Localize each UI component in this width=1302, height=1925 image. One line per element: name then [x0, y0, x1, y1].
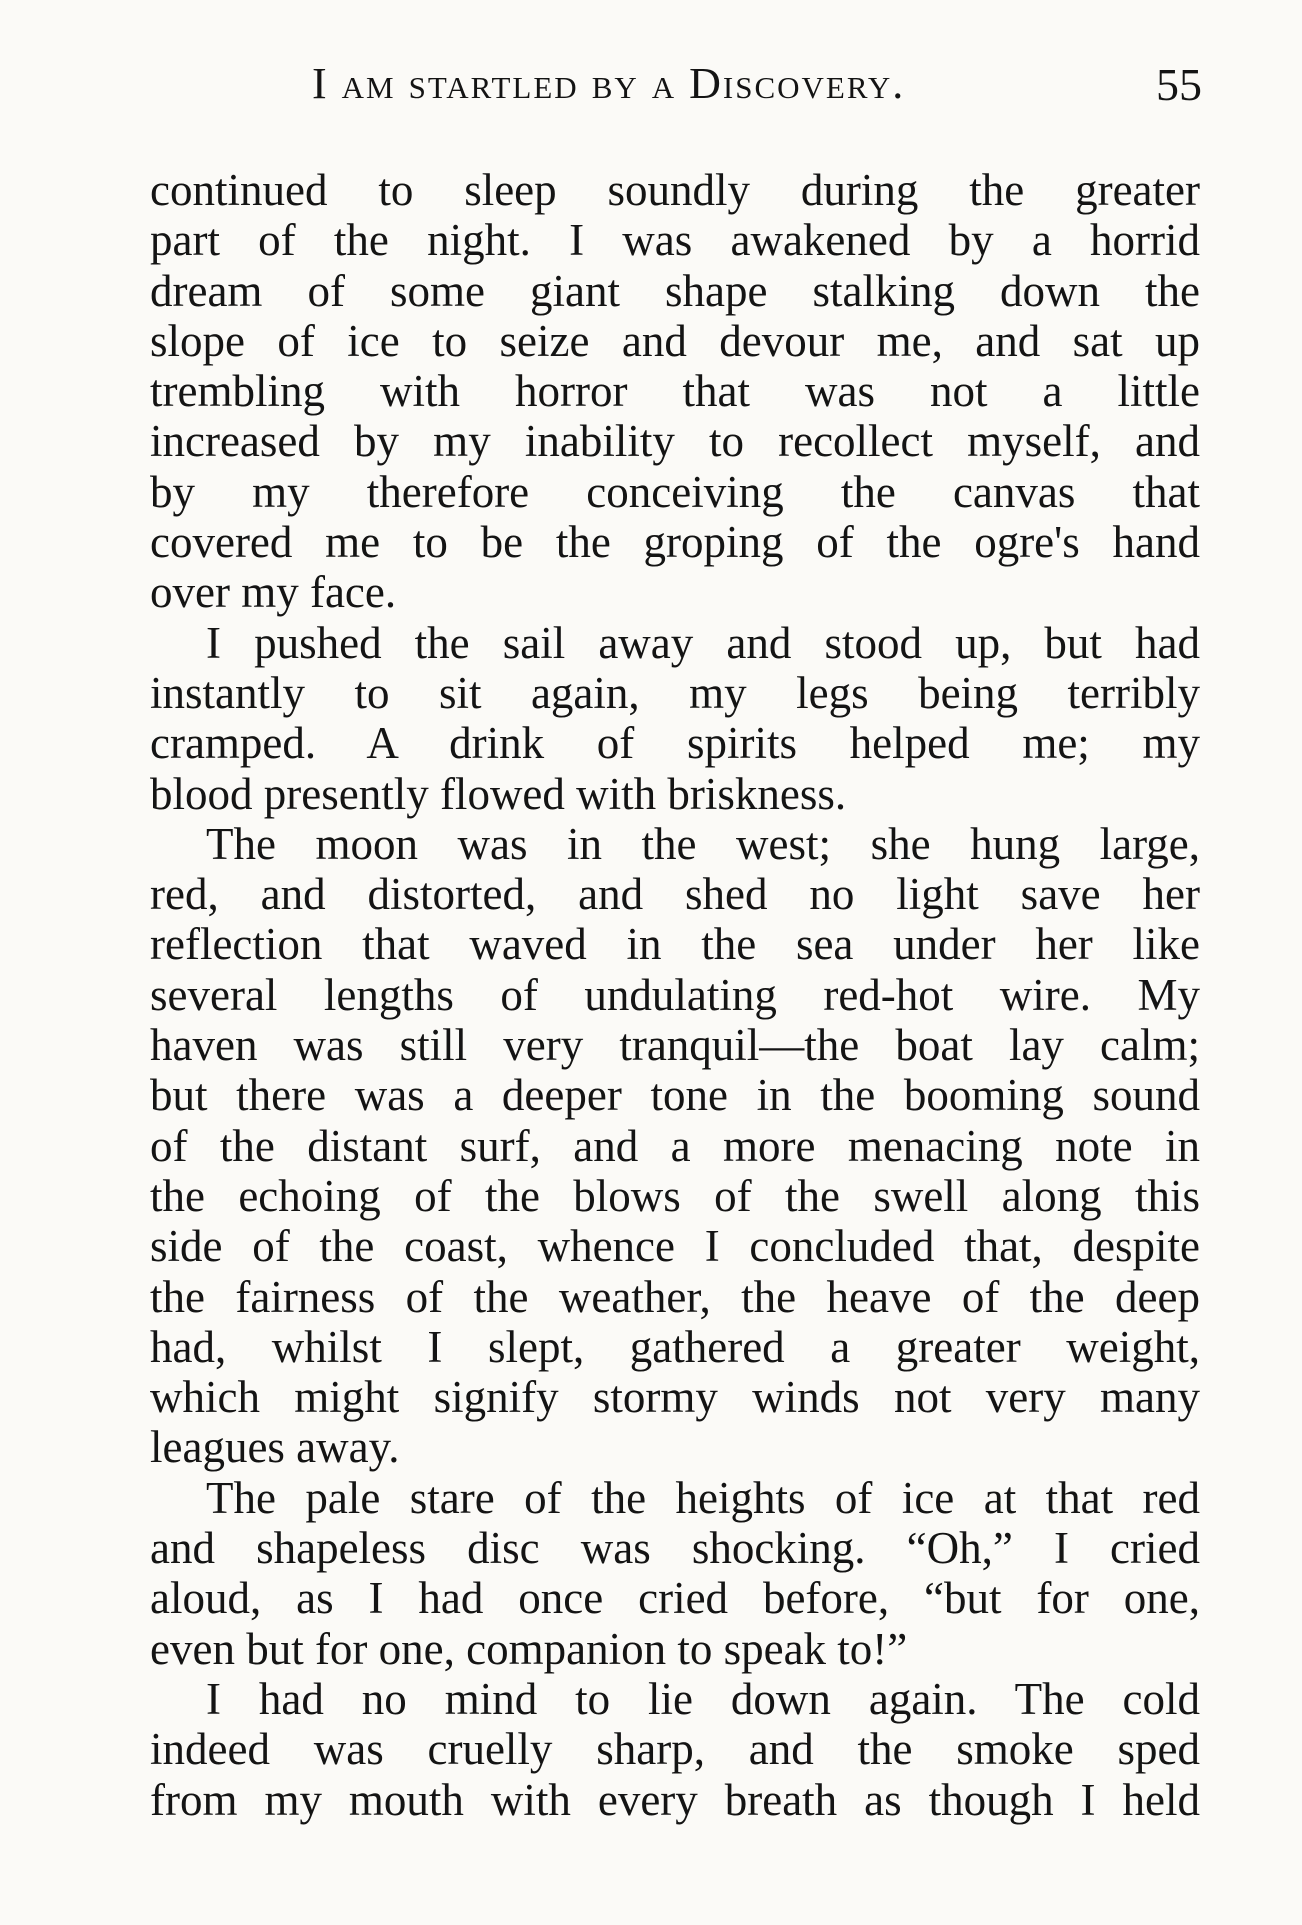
- text-line: had, whilst I slept, gathered a greater weight,: [150, 1321, 1200, 1372]
- text-line: slope of ice to seize and devour me, and sat up: [150, 315, 1200, 366]
- text-line: The pale stare of the heights of ice at that red: [206, 1472, 1200, 1523]
- body-text: [150, 165, 1200, 1825]
- text-line: I pushed the sail away and stood up, but had: [206, 617, 1200, 668]
- text-line: I had no mind to lie down again. The cold: [206, 1673, 1200, 1724]
- text-line: cramped. A drink of spirits helped me; my: [150, 718, 1200, 769]
- text-line: which might signify stormy winds not very many: [150, 1372, 1200, 1423]
- text-line: trembling with horror that was not a little: [150, 366, 1200, 417]
- text-line: continued to sleep soundly during the greater: [150, 165, 1200, 215]
- running-title: I am startled by a Discovery.: [312, 59, 906, 108]
- text-line: and shapeless disc was shocking. “Oh,” I cried: [150, 1523, 1200, 1574]
- text-line: even but for one, companion to speak to!”: [150, 1623, 908, 1674]
- text-line: reflection that waved in the sea under her like: [150, 919, 1200, 970]
- text-line: side of the coast, whence I concluded that, despite: [150, 1221, 1200, 1272]
- text-line: part of the night. I was awakened by a horrid: [150, 215, 1200, 266]
- text-line: several lengths of undulating red-hot wire. My: [150, 969, 1200, 1020]
- running-header: [152, 58, 1202, 118]
- text-line: aloud, as I had once cried before, “but for one,: [150, 1573, 1200, 1624]
- text-line: by my therefore conceiving the canvas that: [150, 466, 1200, 517]
- text-line: increased by my inability to recollect myself, and: [150, 416, 1200, 467]
- text-line: blood presently flowed with briskness.: [150, 768, 847, 819]
- text-line: The moon was in the west; she hung large,: [206, 818, 1200, 869]
- text-line: the echoing of the blows of the swell along this: [150, 1170, 1200, 1221]
- text-line: leagues away.: [150, 1422, 400, 1473]
- text-line: instantly to sit again, my legs being terribly: [150, 667, 1200, 718]
- text-line: but there was a deeper tone in the booming sound: [150, 1070, 1200, 1121]
- text-line: the fairness of the weather, the heave of the deep: [150, 1271, 1200, 1322]
- page-number: 55: [1156, 59, 1202, 110]
- text-line: covered me to be the groping of the ogre's hand: [150, 517, 1200, 568]
- text-line: indeed was cruelly sharp, and the smoke sped: [150, 1724, 1200, 1775]
- text-line: from my mouth with every breath as though I held: [150, 1774, 1200, 1825]
- text-line: dream of some giant shape stalking down the: [150, 265, 1200, 316]
- text-line: of the distant surf, and a more menacing note in: [150, 1120, 1200, 1171]
- text-line: haven was still very tranquil—the boat lay calm;: [150, 1020, 1200, 1071]
- text-line: over my face.: [150, 567, 397, 618]
- text-line: red, and distorted, and shed no light save her: [150, 869, 1200, 920]
